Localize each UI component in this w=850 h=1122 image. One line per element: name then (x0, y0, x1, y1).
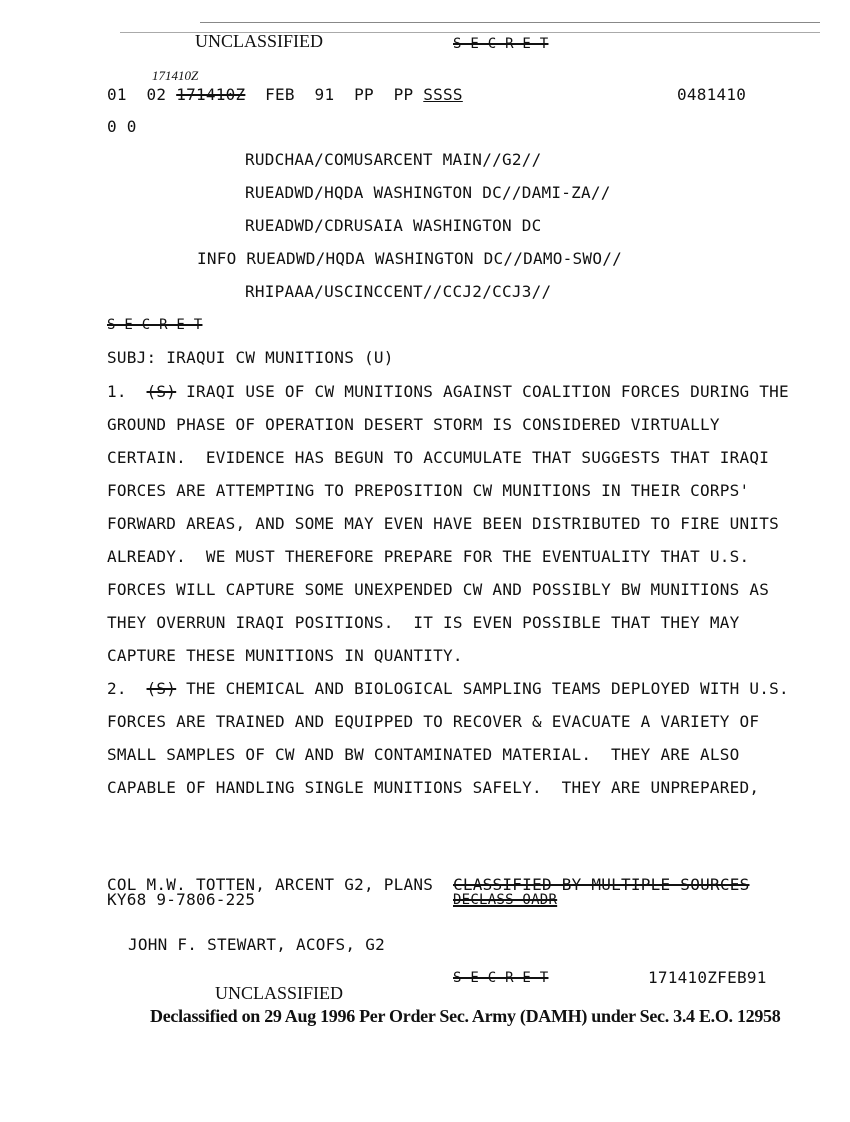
drafter-phone: KY68 9-7806-225 (107, 890, 256, 909)
body-line: ALREADY. WE MUST THEREFORE PREPARE FOR THE EVENTUALITY THAT U.S. (107, 547, 750, 566)
addressee-info: INFO RUEADWD/HQDA WASHINGTON DC//DAMO-SWO// (197, 249, 622, 268)
serial-number: 0481410 (677, 85, 747, 104)
body-line: THEY OVERRUN IRAQI POSITIONS. IT IS EVEN POSSIBLE THAT THEY MAY (107, 613, 740, 632)
addressee: RUEADWD/CDRUSAIA WASHINGTON DC (245, 216, 542, 235)
addressee: RUDCHAA/COMUSARCENT MAIN//G2// (245, 150, 542, 169)
para-marker: 1. (107, 382, 127, 401)
body-line: FORWARD AREAS, AND SOME MAY EVEN HAVE BEEN DISTRIBUTED TO FIRE UNITS (107, 514, 780, 533)
para-class-struck: (S) (146, 679, 177, 698)
releaser: JOHN F. STEWART, ACOFS, G2 (128, 935, 385, 954)
addressee: RHIPAAA/USCINCCENT//CCJ2/CCJ3// (245, 282, 552, 301)
body-line: FORCES ARE TRAINED AND EQUIPPED TO RECOVER & EVACUATE A VARIETY OF (107, 712, 760, 731)
declassification-note: Declassified on 29 Aug 1996 Per Order Sec. Army (DAMH) under Sec. 3.4 E.O. 12958 (150, 1006, 781, 1026)
footer-dtg: 171410ZFEB91 (648, 968, 767, 987)
body-line: CAPABLE OF HANDLING SINGLE MUNITIONS SAFELY. THEY ARE UNPREPARED, (107, 778, 760, 797)
body-line: FORCES ARE ATTEMPTING TO PREPOSITION CW MUNITIONS IN THEIR CORPS' (107, 481, 750, 500)
body-line: SMALL SAMPLES OF CW AND BW CONTAMINATED MATERIAL. THEY ARE ALSO (107, 745, 740, 764)
msg-prefix: 01 02 (107, 85, 167, 104)
secret-marking-struck: S E C R E T (453, 970, 549, 986)
scan-noise (200, 22, 820, 23)
ssss-struck: SSSS (423, 85, 463, 104)
classification-top: UNCLASSIFIED (195, 31, 324, 51)
body-line: CAPTURE THESE MUNITIONS IN QUANTITY. (107, 646, 463, 665)
subject-line: SUBJ: IRAQUI CW MUNITIONS (U) (107, 348, 394, 367)
body-text: THE CHEMICAL AND BIOLOGICAL SAMPLING TEAMS DEPLOYED WITH U.S. (186, 679, 789, 698)
para-class-struck: (S) (146, 382, 177, 401)
body-line (107, 382, 789, 402)
body-text: IRAQI USE OF CW MUNITIONS AGAINST COALITION FORCES DURING THE (186, 382, 789, 401)
classification-bottom: UNCLASSIFIED (215, 983, 344, 1003)
secret-marking-struck: S E C R E T (107, 317, 203, 333)
body-line: GROUND PHASE OF OPERATION DESERT STORM IS CONSIDERED VIRTUALLY (107, 415, 720, 434)
msg-precedence: FEB 91 PP PP (265, 85, 414, 104)
addressee: RUEADWD/HQDA WASHINGTON DC//DAMI-ZA// (245, 183, 611, 202)
drafter: COL M.W. TOTTEN, ARCENT G2, PLANS (107, 875, 434, 894)
classified-by-struck: CLASSIFIED BY MULTIPLE SOURCES (453, 875, 750, 894)
handwritten-dtg: 171410Z (152, 68, 199, 83)
message-header-line (107, 85, 463, 105)
body-line: CERTAIN. EVIDENCE HAS BEGUN TO ACCUMULATE THAT SUGGESTS THAT IRAQI (107, 448, 770, 467)
body-line: FORCES WILL CAPTURE SOME UNEXPENDED CW AND POSSIBLY BW MUNITIONS AS (107, 580, 770, 599)
dtg-struck: 171410Z (176, 85, 246, 104)
body-line (107, 679, 789, 699)
declass-struck: DECLASS OADR (453, 892, 558, 908)
secret-marking-struck: S E C R E T (453, 36, 549, 52)
para-marker: 2. (107, 679, 127, 698)
header-line2: 0 0 (107, 117, 137, 136)
